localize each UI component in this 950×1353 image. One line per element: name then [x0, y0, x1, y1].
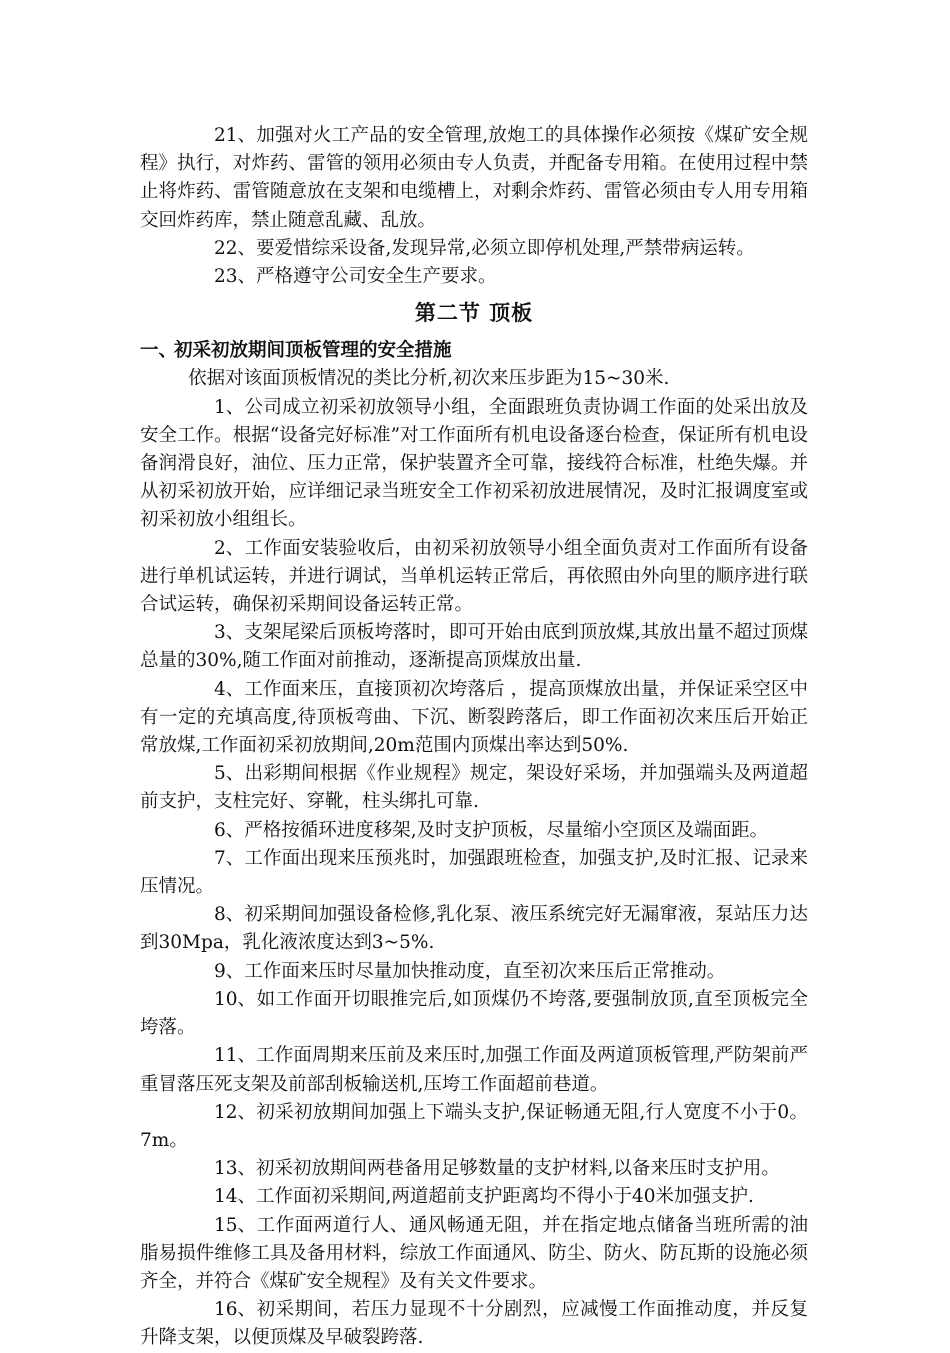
item-number: 9、 [214, 960, 245, 982]
item-number: 4、 [214, 678, 245, 700]
item-text: 如工作面开切眼推完后,如顶煤仍不垮落,要强制放顶,直至顶板完全垮落。 [140, 988, 808, 1039]
item-number: 2、 [214, 537, 245, 559]
item-text: 严格遵守公司安全生产要求。 [256, 266, 497, 288]
list-item [140, 1183, 808, 1211]
item-number: 3、 [214, 622, 245, 644]
sub-heading [140, 337, 808, 365]
item-number: 15、 [214, 1214, 257, 1236]
item-number: 21、 [214, 125, 257, 146]
sub-heading-number: 一、 [140, 340, 178, 362]
list-item [140, 535, 808, 620]
item-number: 14、 [214, 1186, 257, 1208]
item-text: 公司成立初采初放领导小组，全面跟班负责协调工作面的处采出放及安全工作。根据“设备完好标准”对工作面所有机电设备逐台检查，保证所有机电设备润滑良好，油位、压力正常，保护装置齐全可靠，接线符合标准，杜绝失爆。并从初采初放开始，应详细记录当班安全工作初采初放进展情况，及时汇报调度室或初采初放小组组长。 [140, 396, 808, 531]
list-item [140, 958, 808, 986]
item-number: 22、 [214, 237, 257, 259]
item-number: 16、 [214, 1299, 257, 1321]
item-number: 7、 [214, 847, 245, 869]
item-number: 5、 [214, 763, 245, 785]
item-text: 支架尾梁后顶板垮落时，即可开始由底到顶放煤,其放出量不超过顶煤总量的30%,随工作面对前推动，逐渐提高顶煤放出量. [140, 622, 808, 672]
measure-list [140, 394, 808, 1353]
item-text: 工作面出现来压预兆时，加强跟班检查，加强支护,及时汇报、记录来压情况。 [140, 847, 808, 898]
item-text: 工作面两道行人、通风畅通无阻，并在指定地点储备当班所需的油脂易损件维修工具及备用材料，综放工作面通风、防尘、防火、防瓦斯的设施必须齐全，并符合《煤矿安全规程》及有关文件要求。 [140, 1214, 808, 1292]
item-text: 初采初放期间加强上下端头支护,保证畅通无阻,行人宽度不小于0。7m。 [140, 1101, 808, 1151]
item-text: 加强对火工产品的安全管理,放炮工的具体操作必须按《煤矿安全规程》执行，对炸药、雷管的领用必须由专人负责，并配备专用箱。在使用过程中禁止将炸药、雷管随意放在支架和电缆槽上，对剩余炸药、雷管必须由专人用专用箱交回炸药库，禁止随意乱藏、乱放。 [140, 125, 808, 231]
item-text: 初采期间，若压力显现不十分剧烈，应减慢工作面推动度，并反复升降支架，以便顶煤及早破裂跨落. [140, 1299, 808, 1349]
list-item [140, 1296, 808, 1352]
item-number: 10、 [214, 988, 257, 1010]
list-item [140, 1099, 808, 1155]
list-item [140, 817, 808, 845]
item-number: 12、 [214, 1101, 257, 1123]
list-item [140, 901, 808, 957]
item-text: 工作面周期来压前及来压时,加强工作面及两道顶板管理,严防架前严重冒落压死支架及前部刮板输送机,压垮工作面超前巷道。 [140, 1045, 808, 1095]
item-text: 初采初放期间两巷备用足够数量的支护材料,以备来压时支护用。 [256, 1158, 780, 1180]
intro-paragraph: 依据对该面顶板情况的类比分析,初次来压步距为15~30米. [188, 368, 670, 390]
item-text: 要爱惜综采设备,发现异常,必须立即停机处理,严禁带病运转。 [256, 237, 755, 259]
list-item [140, 1155, 808, 1183]
item-text: 严格按循环进度移架,及时支护顶板，尽量缩小空顶区及端面距。 [244, 819, 769, 841]
item-text: 工作面来压，直接顶初次垮落后 ，提高顶煤放出量，并保证采空区中有一定的充填高度,待顶板弯曲、下沉、断裂跨落后，即工作面初次来压后开始正常放煤,工作面初采初放期间,20m范围内顶煤出率达到50%. [140, 678, 808, 757]
item-number: 8、 [214, 904, 245, 926]
item-text: 工作面安装验收后，由初采初放领导小组全面负责对工作面所有设备进行单机试运转，并进行调试，当单机运转正常后，再依照由外向里的顺序进行联合试运转，确保初采期间设备运转正常。 [140, 537, 808, 616]
item-text: 出彩期间根据《作业规程》规定，架设好采场，并加强端头及两道超前支护，支柱完好、穿靴，柱头绑扎可靠. [140, 763, 808, 813]
list-item [140, 986, 808, 1042]
item-text: 工作面初采期间,两道超前支护距离均不得小于40米加强支护. [256, 1186, 754, 1208]
list-item [140, 1212, 808, 1297]
list-item [140, 845, 808, 901]
section-title: 第二节 顶板 [414, 300, 534, 326]
sub-heading-text: 初采初放期间顶板管理的安全措施 [174, 340, 452, 362]
list-item [140, 1042, 808, 1098]
item-number: 6、 [214, 819, 245, 841]
list-item [140, 394, 808, 535]
list-item [140, 760, 808, 816]
top-item-list [140, 122, 808, 291]
item-text: 初采期间加强设备检修,乳化泵、液压系统完好无漏窜液，泵站压力达到30Mpa，乳化液浓度达到3~5%. [140, 904, 808, 954]
item-number: 13、 [214, 1158, 257, 1180]
item-number: 11、 [214, 1045, 257, 1067]
list-item [140, 235, 808, 263]
list-item [140, 676, 808, 761]
list-item [140, 122, 808, 235]
list-item [140, 619, 808, 675]
item-number: 1、 [214, 396, 245, 418]
item-text: 工作面来压时尽量加快推动度，直至初次来压后正常推动。 [244, 960, 726, 982]
item-number: 23、 [214, 266, 257, 288]
document-body [140, 122, 808, 1353]
list-item [140, 263, 808, 291]
